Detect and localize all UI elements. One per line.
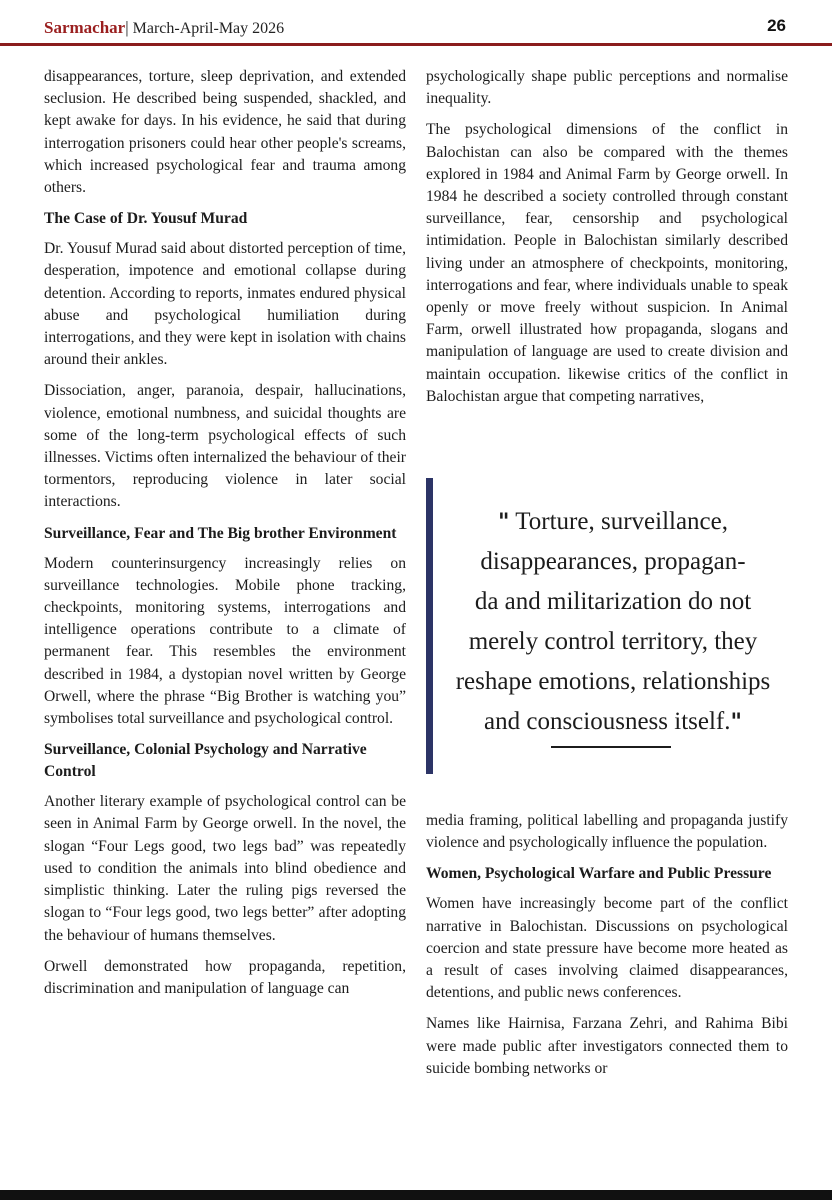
paragraph: psychologically shape public perceptions and normalise inequality. (426, 68, 788, 108)
pull-quote-line: disappearances, propagan- (480, 548, 746, 575)
paragraph: Dissociation, anger, paranoia, despair, hallucinations, violence, emotional numbness, and suicidal thoughts are some of the long-term psychological effects of such illnesses. Victims often internalized the behaviour of their tormentors, reproducing violence in later social interactions. (44, 382, 406, 511)
open-quote-mark: " (497, 509, 510, 535)
right-column-upper (426, 66, 788, 417)
right-column-lower (426, 810, 788, 1089)
section-heading: Surveillance, Fear and The Big brother Environment (44, 524, 397, 542)
brand-name: Sarmachar (44, 18, 126, 37)
pull-quote-line: da and militarization do not (474, 588, 752, 615)
pull-quote-rule (551, 746, 671, 748)
bottom-edge (0, 1190, 832, 1200)
paragraph: media framing, political labelling and propaganda justify violence and psychologically influence the population. (426, 812, 788, 852)
left-column (44, 66, 406, 1009)
paragraph: Another literary example of psychological control can be seen in Animal Farm by George orwell. In the novel, the slogan “Four Legs good, two legs bad” was repeatedly used to condition the animals into blind obedience and simplistic thinking. Later the ruling pigs reversed the slogan to “Four legs good, two legs better” after adopting the behaviour of humans themselves. (44, 793, 406, 944)
paragraph: Orwell demonstrated how propaganda, repetition, discrimination and manipulation of language can (44, 957, 406, 997)
paragraph: disappearances, torture, sleep deprivation, and extended seclusion. He described being suspended, shackled, and kept awake for days. In his evidence, he said that during interrogation prisoners could hear other people's screams, which increased psychological fear and trauma among others. (44, 68, 406, 197)
section-heading: Women, Psychological Warfare and Public Pressure (426, 865, 772, 883)
pull-quote-line: and consciousness itself. (484, 708, 731, 735)
pull-quote-text (432, 502, 794, 742)
pull-quote-line: Torture, surveillance, (509, 508, 728, 535)
paragraph: Women have increasingly become part of the conflict narrative in Balochistan. Discussions on psychological coercion and state pressure have become more heated as a result of cases involving claimed disappearances, detentions, and public news conferences. (426, 895, 788, 1002)
section-heading: Surveillance, Colonial Psychology and Narrative Control (44, 741, 367, 781)
pull-quote-line: reshape emotions, relationships (455, 668, 771, 695)
section-heading: The Case of Dr. Yousuf Murad (44, 210, 248, 228)
magazine-brand (44, 18, 284, 39)
header-separator: | (125, 18, 129, 37)
page-number: 26 (767, 16, 786, 35)
paragraph: Dr. Yousuf Murad said about distorted perception of time, desperation, impotence and emotional collapse during detention. According to reports, inmates endured physical abuse and psychological humiliation during interrogations, and they were kept in isolation with chains around their ankles. (44, 240, 406, 369)
close-quote-mark: " (730, 709, 742, 735)
pull-quote (426, 478, 788, 774)
paragraph: Names like Hairnisa, Farzana Zehri, and Rahima Bibi were made public after investigators connected them to suicide bombing networks or (426, 1015, 788, 1077)
pull-quote-line: merely control territory, they (468, 628, 758, 655)
paragraph: The psychological dimensions of the conflict in Balochistan can also be compared with the themes explored in 1984 and Animal Farm by George orwell. In 1984 he described a society controlled through constant surveillance, fear, censorship and psychological intimidation. People in Balochistan similarly described living under an atmosphere of checkpoints, monitoring, interrogations and fear, where individuals unable to speak openly or move freely without suspicion. In Animal Farm, orwell illustrated how propaganda, slogans and manipulation of language are used to create division and maintain occupation. likewise critics of the conflict in Balochistan argue that competing narratives, (426, 121, 788, 405)
page-header (0, 0, 832, 46)
issue-date: March-April-May 2026 (128, 20, 285, 37)
paragraph: Modern counterinsurgency increasingly relies on surveillance technologies. Mobile phone tracking, checkpoints, monitoring systems, interrogations and intelligence operations contribute to a climate of permanent fear. This resembles the environment described in 1984, a dystopian novel written by George Orwell, where the phrase “Big Brother is watching you” symbolises total surveillance and psychological control. (44, 554, 406, 728)
